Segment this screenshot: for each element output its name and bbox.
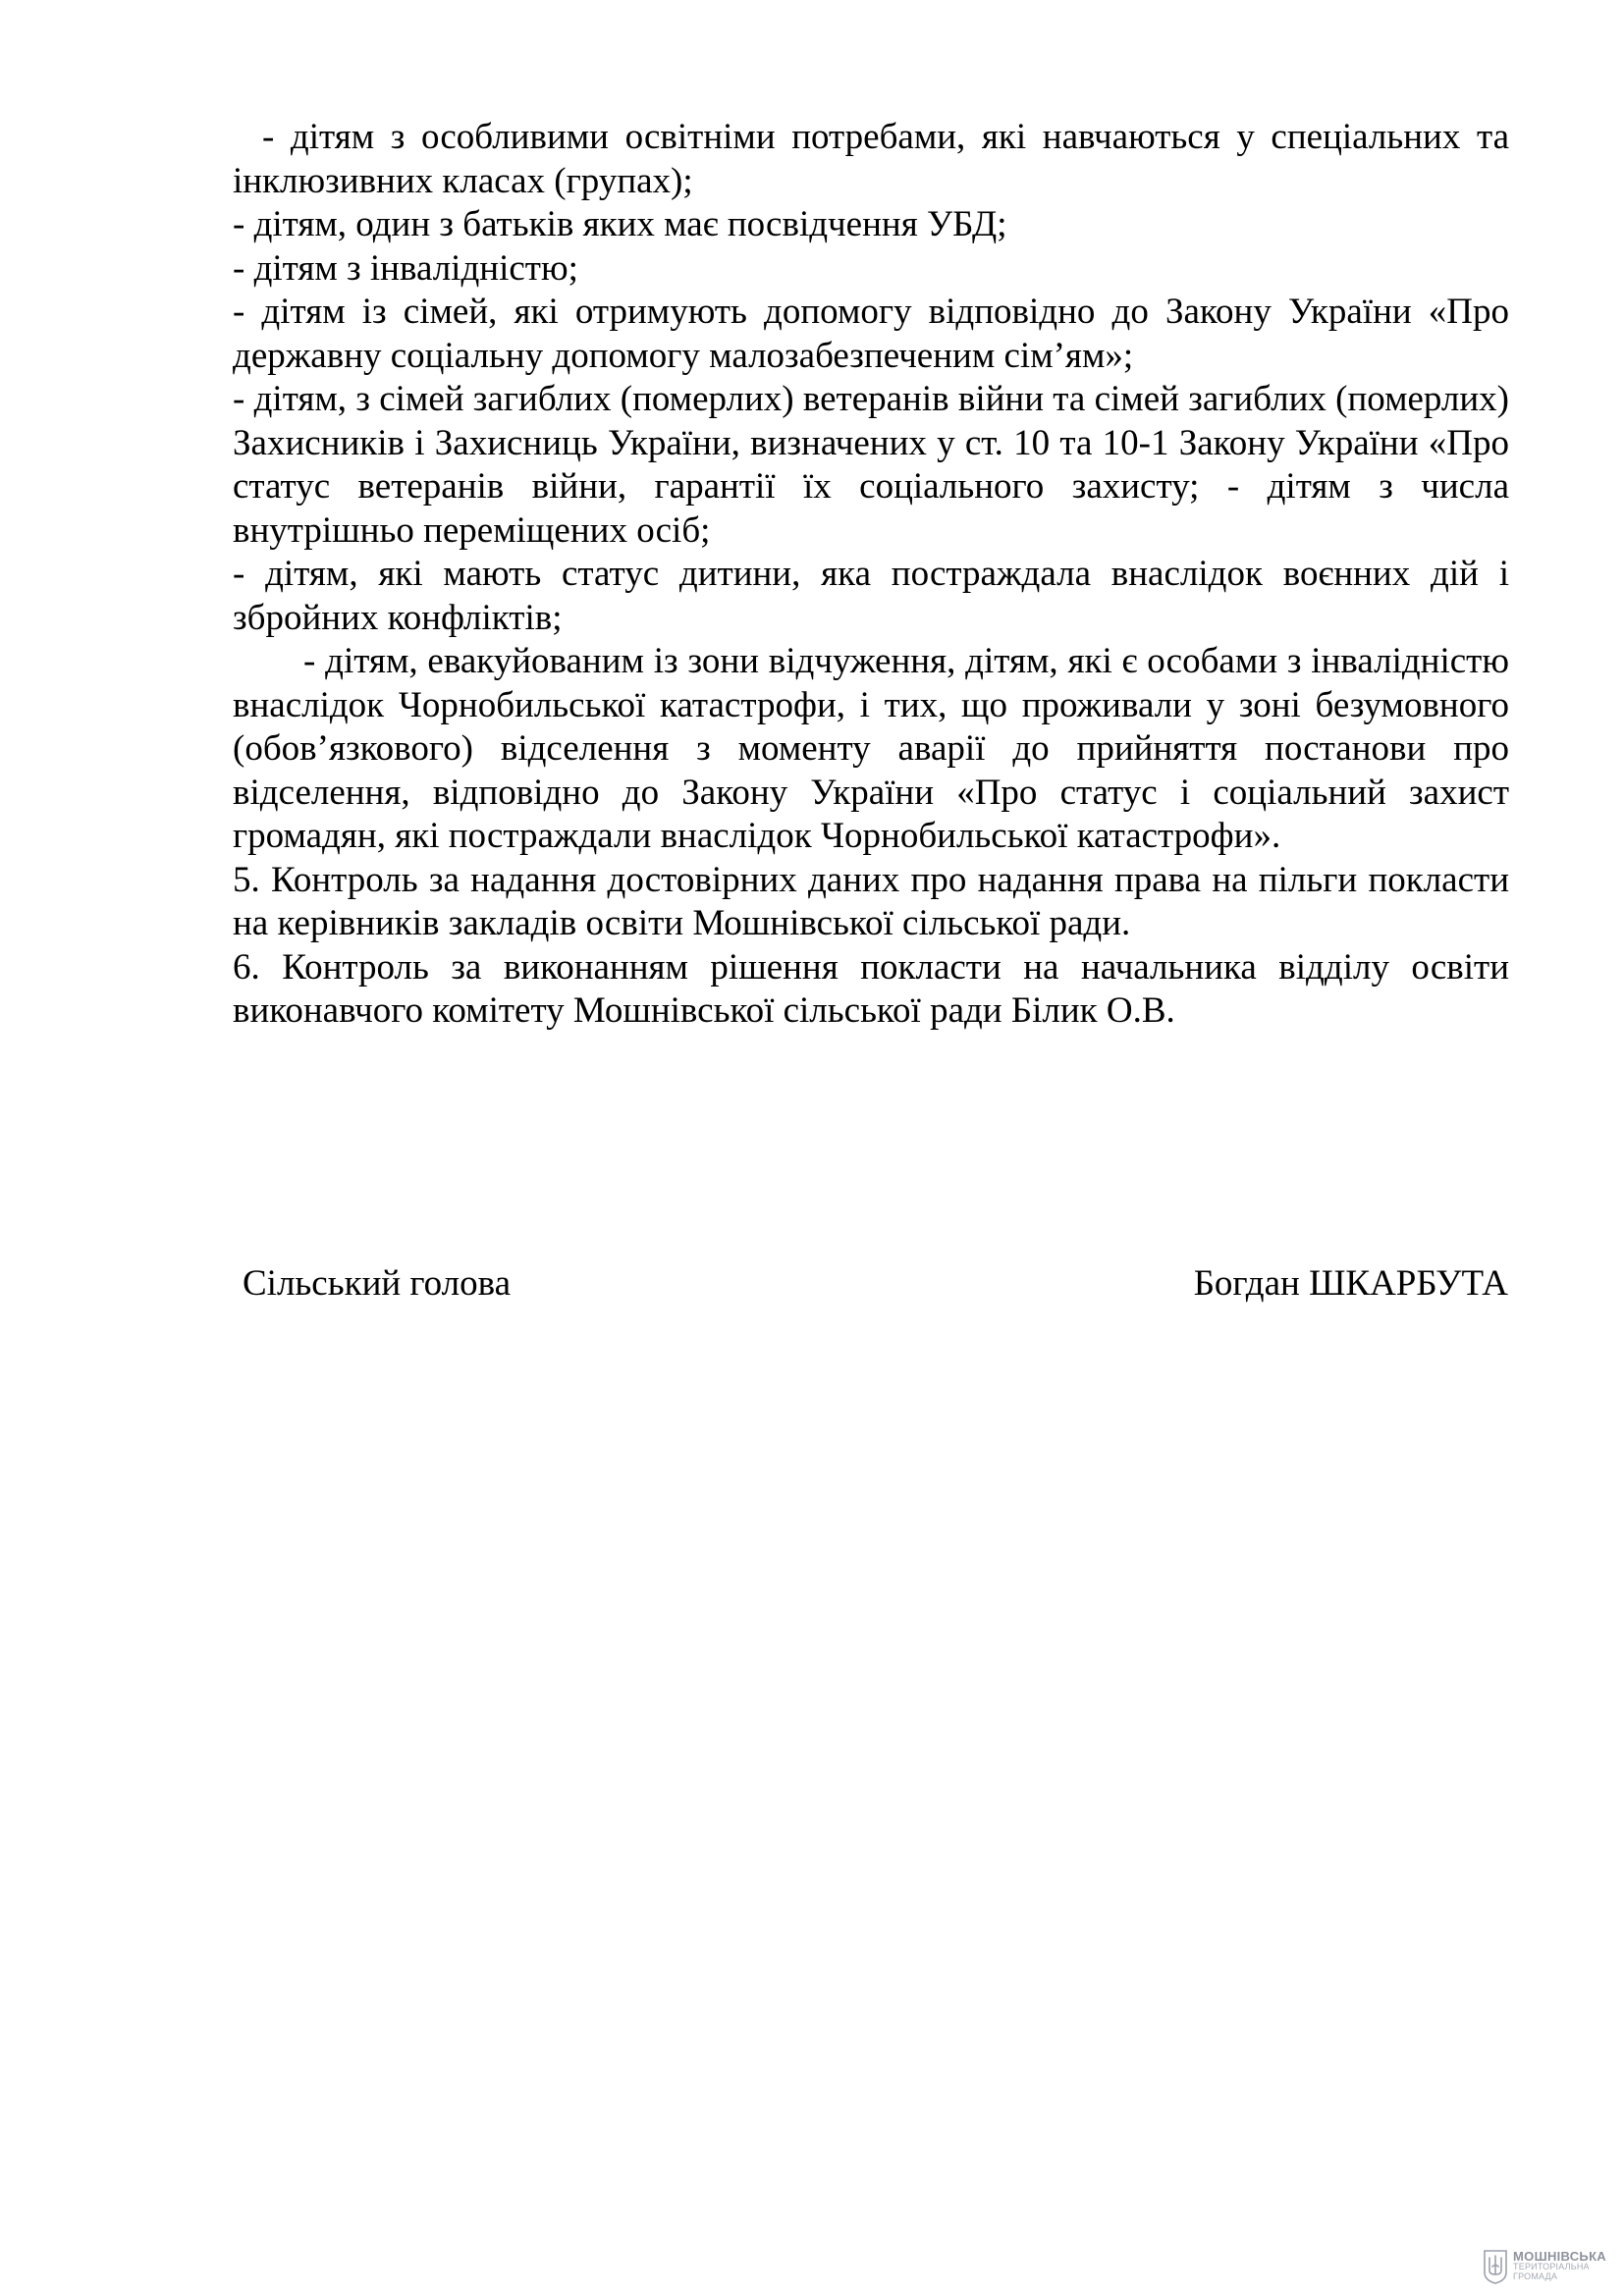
- watermark-line-3: ГРОМАДА: [1513, 2270, 1558, 2281]
- signature-name: Богдан ШКАРБУТА: [1193, 1263, 1508, 1304]
- paragraph-special-needs: - дітям з особливими освітніми потребами, які навчаються у спеціальних та інклюзивних класах (групах);: [233, 117, 1509, 201]
- paragraph-disability: - дітям з інвалідністю;: [233, 247, 578, 289]
- document-body: [233, 116, 1509, 1034]
- trident-emblem-icon: [1483, 2247, 1508, 2284]
- watermark-line-1: МОШНІВСЬКА: [1513, 2248, 1606, 2264]
- watermark-line-2: ТЕРИТОРІАЛЬНА: [1513, 2262, 1590, 2272]
- paragraph-low-income: - дітям із сімей, які отримують допомогу відповідно до Закону України «Про державну соціальну допомогу малозабезпеченим сім’ям»;: [233, 292, 1509, 376]
- paragraph-veterans: - дітям, з сімей загиблих (померлих) ветеранів війни та сімей загиблих (померлих) Захисників і Захисниць України, визначених у ст. 10 та 10-1 Закону України «Про статус ветеранів війни, гарантії їх соціального захисту; - дітям з числа внутрішньо переміщених осіб;: [233, 379, 1509, 551]
- community-watermark: [1483, 2247, 1606, 2284]
- paragraph-war-affected: - дітям, які мають статус дитини, яка постраждала внаслідок воєнних дій і збройних конфліктів;: [233, 554, 1509, 638]
- paragraph-item-6: 6. Контроль за виконанням рішення покласти на начальника відділу освіти виконавчого комітету Мошнівської сільської ради Білик О.В.: [233, 946, 1509, 1031]
- paragraph-item-5: 5. Контроль за надання достовірних даних про надання права на пільги покласти на керівників закладів освіти Мошнівської сільської ради.: [233, 859, 1509, 943]
- signature-position: Сільський голова: [243, 1263, 512, 1304]
- paragraph-chornobyl: - дітям, евакуйованим із зони відчуження, дітям, які є особами з інвалідністю внаслідок Чорнобильської катастрофи, і тих, що проживали у зоні безумовного (обов’язкового) відселення з моменту аварії до прийняття постанови про відселення, відповідно до Закону України «Про статус і соціальний захист громадян, які постраждали внаслідок Чорнобильської катастрофи».: [233, 641, 1509, 856]
- paragraph-ubd: - дітям, один з батьків яких має посвідчення УБД;: [233, 204, 1007, 244]
